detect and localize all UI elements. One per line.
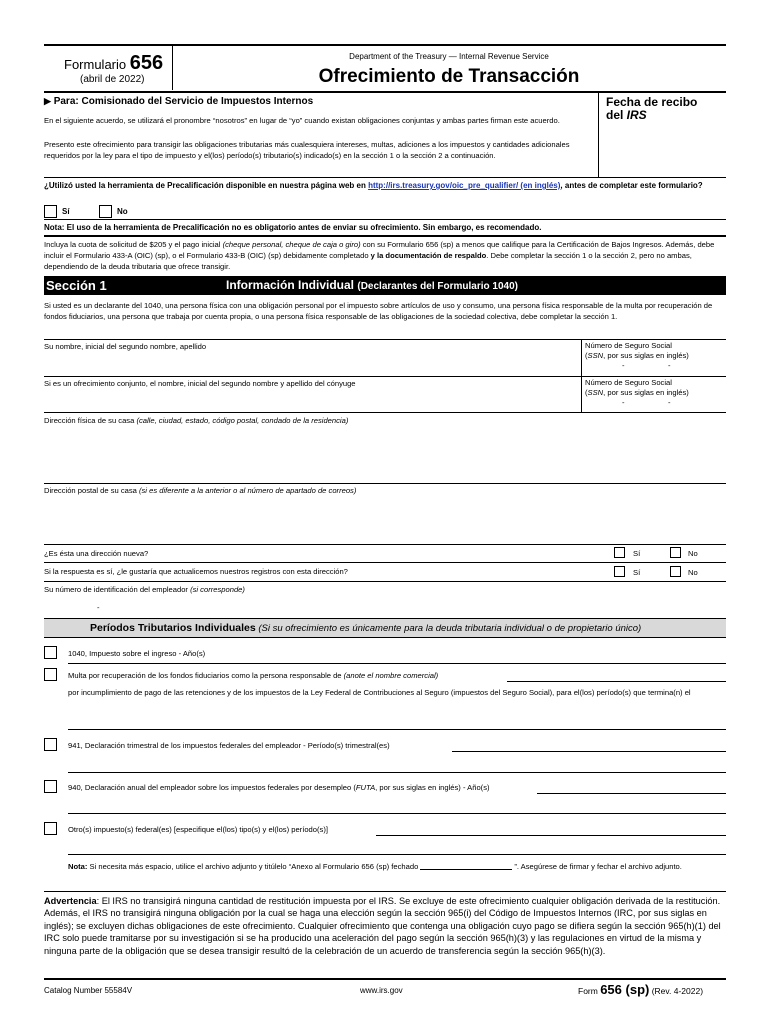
multa-checkbox[interactable] — [44, 668, 57, 681]
rule — [44, 891, 726, 892]
form-number: 656 — [129, 52, 164, 74]
address-label: Dirección física de su casa (calle, ciudad, estado, código postal, condado de la residencia) — [44, 416, 349, 425]
rule — [44, 412, 726, 413]
footer-form: Form 656 (sp) (Rev. 4-2022) — [578, 982, 704, 997]
ssn-dash: - — [622, 361, 625, 370]
1040-label: 1040, Impuesto sobre el ingreso - Año(s) — [68, 649, 206, 658]
header-bottom-rule — [44, 91, 726, 93]
update-no-label: No — [688, 568, 698, 577]
name-field[interactable] — [44, 352, 578, 376]
mailing-field[interactable] — [44, 497, 726, 543]
rule — [44, 219, 726, 220]
ssn-dash: - — [668, 361, 671, 370]
section1-label: Sección 1 — [46, 278, 107, 293]
multa-text: por incumplimiento de pago de las retenciones y de los impuestos de la Ley Federal de Contribuciones al Seguro (impuestos del Seguro Social), para el(los) período(s) que termina(n) el — [68, 688, 691, 697]
941-label: 941, Declaración trimestral de los impuestos federales del empleador - Período(s) trimestral(es) — [68, 741, 390, 750]
new-address-si-checkbox[interactable] — [614, 547, 625, 558]
other-label: Otro(s) impuesto(s) federal(es) [especifique el(los) tipo(s) y el(los) período(s)] — [68, 825, 328, 834]
prequal-no-checkbox[interactable] — [99, 205, 112, 218]
mailing-label: Dirección postal de su casa (si es diferente a la anterior o al número de apartado de correos) — [44, 486, 357, 495]
940-label: 940, Declaración anual del empleador sobre los impuestos federales por desempleo (FUTA, por sus siglas en inglés) - Año(s) — [68, 783, 490, 792]
website: www.irs.gov — [360, 986, 403, 995]
fecha-box-border — [598, 93, 599, 177]
ssn-label-2: Número de Seguro Social (SSN, por sus siglas en inglés) — [585, 378, 689, 397]
other-line-2[interactable] — [68, 854, 726, 855]
new-address-no-label: No — [688, 549, 698, 558]
ssn-dash: - — [622, 398, 625, 407]
prequal-no-label: No — [117, 207, 128, 216]
prequal-si-checkbox[interactable] — [44, 205, 57, 218]
form-label: Formulario — [64, 57, 127, 72]
rule — [44, 581, 726, 582]
update-no-checkbox[interactable] — [670, 566, 681, 577]
ssn-label-1: Número de Seguro Social (SSN, por sus siglas en inglés) — [585, 341, 689, 360]
rule — [44, 177, 726, 178]
other-checkbox[interactable] — [44, 822, 57, 835]
rule — [44, 235, 726, 237]
940-line-2[interactable] — [68, 813, 726, 814]
prequal-si-label: Sí — [62, 207, 70, 216]
para-heading — [44, 96, 313, 107]
rule — [44, 339, 726, 340]
1040-checkbox[interactable] — [44, 646, 57, 659]
prequal-note: Nota: El uso de la herramienta de Precalificación no es obligatorio antes de enviar su ofrecimiento. Sin embargo, es recomendado. — [44, 223, 542, 232]
rule — [44, 544, 726, 545]
940-line[interactable] — [537, 793, 726, 794]
periods-note: Nota: Si necesita más espacio, utilice el archivo adjunto y titúlelo “Anexo al Formulario 656 (sp) fechado ”. Asegúrese de firmar y fechar el archivo adjunto. — [68, 862, 682, 871]
new-address-no-checkbox[interactable] — [670, 547, 681, 558]
fecha-recibo — [606, 96, 697, 122]
multa-periods-line[interactable] — [68, 729, 726, 730]
para-text-2: Presento este ofrecimiento para transigir las obligaciones tributarias más cualesquiera intereses, multas, adiciones a los impuestos y cantidades adicionales requeridos por la ley para el tipo de impuesto y el(los) período(s) tributario(s) indicado(s) en la sección 1 o la sección 2 a continuación. — [44, 140, 570, 160]
rule — [44, 376, 726, 377]
ein-label: Su número de identificación del empleador (si corresponde) — [44, 585, 245, 594]
footer-rule — [44, 978, 726, 980]
section1-bar — [44, 276, 726, 295]
941-checkbox[interactable] — [44, 738, 57, 751]
section1-title: Información Individual (Declarantes del Formulario 1040) — [226, 278, 518, 292]
para-text-1: En el siguiente acuerdo, se utilizará el pronombre “nosotros” en lugar de “yo” cuando existan obligaciones conjuntas y ambas partes firman este acuerdo. — [44, 116, 560, 125]
update-si-checkbox[interactable] — [614, 566, 625, 577]
warning-text: Advertencia: El IRS no transigirá ninguna cantidad de restitución impuesta por el IRS. Se excluye de este ofrecimiento cualquier obligación derivada de la restitución. Además, el IRS no transigirá ninguna obligación por la cual se haga una elección según la sección 965(i) del Código de Impuestos Internos (IRC, por sus siglas en inglés); se excluyen dichas obligaciones de este ofrecimiento. Cualquier ofrecimiento que contenga una obligación cuyo pago se difiera según la sección 965(h)(1) del IRC solo puede tramitarse por su investigación si se ha producido una aceleración del pago según la sección 965(h)(3) y las regulaciones en virtud de la misma y ninguna parte de la obligación que se desea transigir resultó de la celebración de un acuerdo de transferencia según la sección 965(h)(3). — [44, 896, 721, 956]
ein-dash: - — [97, 603, 100, 612]
940-checkbox[interactable] — [44, 780, 57, 793]
new-address-si-label: Sí — [633, 549, 641, 558]
spouse-field[interactable] — [44, 389, 578, 411]
rule — [44, 483, 726, 484]
form-number-block — [64, 52, 163, 75]
fecha-label-2: del IRS — [606, 108, 647, 122]
catalog-number: Catalog Number 55584V — [44, 986, 133, 995]
form-title: Ofrecimiento de Transacción — [318, 66, 580, 87]
fecha-label-1: Fecha de recibo — [606, 95, 698, 109]
fee-text: Incluya la cuota de solicitud de $205 y el pago inicial (cheque personal, cheque de caja o giro) con su Formulario 656 (sp) a menos que califique para la Certificación de Bajos Ingresos. Además, debe incluir el Formulario 433-A (OIC) (sp), o el Formulario 433-B (OIC) (sp) debidamente completado y la documentación de respaldo. Debe completar la sección 1 o la sección 2, pero no ambas, dependiendo de la deuda tributaria que ofrece transigir. — [44, 240, 715, 271]
update-si-label: Sí — [633, 568, 641, 577]
new-address-question: ¿Es ésta una dirección nueva? — [44, 549, 149, 558]
941-line-2[interactable] — [68, 772, 726, 773]
spouse-label: Si es un ofrecimiento conjunto, el nombre, inicial del segundo nombre y apellido del cónyuge — [44, 379, 356, 388]
name-label: Su nombre, inicial del segundo nombre, apellido — [44, 342, 207, 351]
business-name-line[interactable] — [507, 681, 726, 682]
top-rule — [44, 44, 726, 46]
rule — [44, 562, 726, 563]
form-date: (abril de 2022) — [80, 74, 145, 85]
other-line[interactable] — [376, 835, 726, 836]
periods-bar — [44, 618, 726, 638]
1040-line — [68, 663, 726, 664]
update-question: Si la respuesta es sí, ¿le gustaría que actualicemos nuestros registros con esta dirección? — [44, 567, 348, 576]
annex-date-line[interactable] — [420, 869, 512, 870]
ssn-dash: - — [668, 398, 671, 407]
prequal-link[interactable]: http://irs.treasury.gov/oic_pre_qualifier/ (en inglés) — [368, 181, 561, 190]
multa-label: Multa por recuperación de los fondos fiduciarios como la persona responsable de (anote el nombre comercial) — [68, 671, 439, 680]
department: Department of the Treasury — Internal Revenue Service — [349, 52, 549, 61]
para-label: Para: Comisionado del Servicio de Impuestos Internos — [53, 96, 314, 107]
941-line[interactable] — [452, 751, 726, 752]
section1-intro: Si usted es un declarante del 1040, una persona física con una obligación personal por el impuesto sobre artículos de uso y consumo, una persona física responsable de la multa por recuperación de fondos fiduciarios, una persona que trabaja por cuenta propia, o una persona física responsable de las obligaciones de la sociedad colectiva, debe completar la sección 1. — [44, 301, 713, 321]
periods-title: Períodos Tributarios Individuales (Si su ofrecimiento es únicamente para la deuda tributaria individual o de propietario único) — [90, 622, 642, 634]
prequal-question: ¿Utilizó usted la herramienta de Precalificación disponible en nuestra página web en http://irs.treasury.gov/oic_pre_qualifier/ (en inglés), antes de completar este formulario? — [44, 181, 703, 190]
address-field[interactable] — [44, 427, 726, 482]
arrow-right-icon: ▶ — [44, 96, 51, 106]
